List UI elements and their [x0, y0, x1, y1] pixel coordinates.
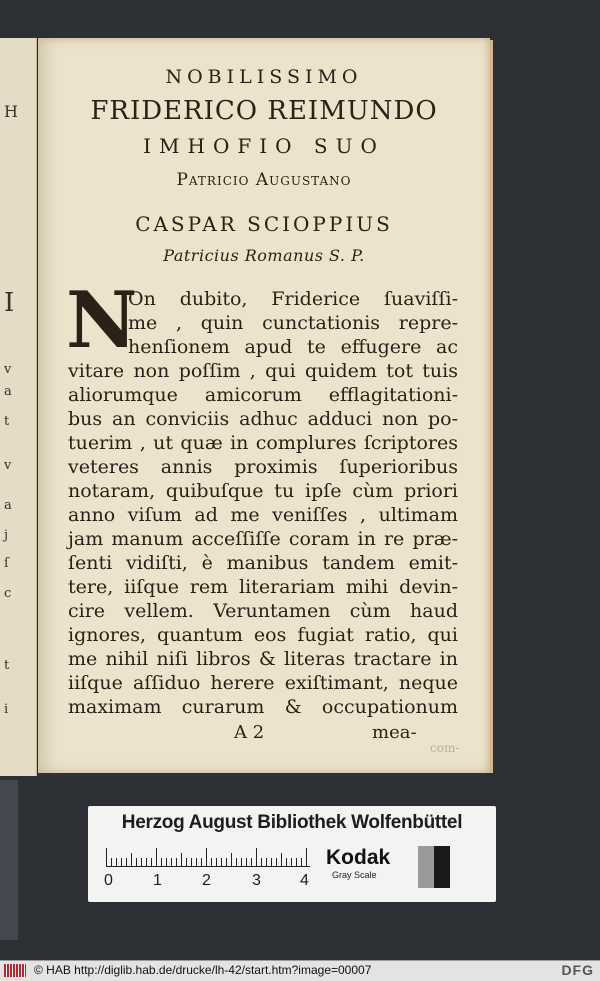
text-line: ignores, quantum eos fugiat ratio, qui [68, 624, 458, 646]
ruler-tick [231, 853, 232, 866]
scale-ruler [106, 846, 310, 867]
catchword: mea- [372, 722, 417, 743]
drop-cap: N [66, 275, 138, 366]
ruler-number: 3 [252, 872, 261, 889]
ruler-tick [191, 858, 192, 866]
ruler-tick [111, 858, 112, 866]
ruler-tick [306, 848, 307, 866]
black-patch [434, 846, 450, 888]
left-fragment: i [4, 702, 9, 717]
ruler-tick [276, 858, 277, 866]
ruler-tick [236, 858, 237, 866]
library-title: Herzog August Bibliothek Wolfenbüttel [121, 812, 463, 833]
heading-line-1: NOBILISSIMO [165, 66, 363, 88]
ruler-tick [181, 853, 182, 866]
book-page [38, 38, 490, 773]
ruler-tick [146, 858, 147, 866]
gray-scale-text: Gray Scale [332, 870, 377, 880]
ruler-tick [296, 858, 297, 866]
text-line: veteres annis proximis ſuperioribus [68, 456, 458, 478]
text-line: bus an conviciis adhuc adduci non po- [68, 408, 458, 430]
left-fragment: a [4, 498, 12, 513]
gray-patch [418, 846, 434, 888]
ruler-tick [286, 858, 287, 866]
ruler-number: 4 [300, 872, 309, 889]
left-fragment: H [4, 102, 18, 121]
copyright-link[interactable]: © HAB http://diglib.hab.de/drucke/lh-42/start.htm?image=00007 [34, 963, 372, 977]
ruler-tick [186, 858, 187, 866]
ruler-number: 2 [202, 872, 211, 889]
ruler-tick [226, 858, 227, 866]
left-fragment: ſ [4, 556, 9, 571]
text-line: anno viſum ad me veniſſes , ultimam [68, 504, 458, 526]
left-fragment: j [4, 528, 9, 543]
left-fragment: v [4, 362, 12, 377]
heading-line-2: FRIDERICO REIMUNDO [90, 96, 438, 126]
left-fragment: t [4, 414, 10, 429]
footer-bar [0, 960, 600, 981]
ruler-tick [116, 858, 117, 866]
ruler-tick [211, 858, 212, 866]
heading-line-3: IMHOFIO SUO [143, 134, 385, 158]
ruler-tick [281, 853, 282, 866]
ruler-tick [261, 858, 262, 866]
ruler-tick [166, 858, 167, 866]
ruler-tick [196, 858, 197, 866]
text-line: tuerim , ut quæ in complures ſcriptores [68, 432, 458, 454]
ruler-tick [131, 853, 132, 866]
text-line: jam manum acceſſiſſe coram in re præ- [68, 528, 458, 550]
left-fragment: a [4, 384, 12, 399]
hab-logo-icon [4, 964, 26, 977]
ruler-tick [151, 858, 152, 866]
text-line: ſenti vidiſti, è manibus tandem emit- [68, 552, 458, 574]
ruler-tick [221, 858, 222, 866]
text-line: aliorumque amicorum efflagitationi- [68, 384, 458, 406]
text-line: iiſque aſſiduo herere exiſtimant, neque [68, 672, 458, 694]
heading-line-4: Patricio Augustano [176, 170, 352, 190]
ruler-tick [136, 858, 137, 866]
signature-mark: A 2 [234, 722, 265, 743]
text-line: maximam curarum & occupationum [68, 696, 458, 718]
ruler-tick [266, 858, 267, 866]
text-line: me nihil niſi libros & literas tractare in [68, 648, 458, 670]
ruler-number: 1 [153, 872, 162, 889]
ruler-tick [201, 858, 202, 866]
text-line: tere, iiſque rem literariam mihi devin- [68, 576, 458, 598]
ruler-tick [171, 858, 172, 866]
dfg-logo: DFG [561, 962, 594, 978]
left-fold-shadow [0, 780, 18, 940]
left-fragment: t [4, 658, 10, 673]
ruler-tick [156, 848, 157, 866]
ruler-tick [216, 858, 217, 866]
ruler-tick [106, 848, 107, 866]
ruler-tick [251, 858, 252, 866]
ruler-tick [176, 858, 177, 866]
ruler-number: 0 [104, 872, 113, 889]
left-fragment: I [4, 288, 15, 318]
ruler-tick [206, 848, 207, 866]
heading-author: CASPAR SCIOPPIUS [135, 212, 393, 236]
kodak-logo: Kodak [326, 846, 391, 869]
ruler-tick [271, 858, 272, 866]
text-line: henſionem apud te effugere ac [128, 336, 458, 358]
text-line: me , quin cunctationis repre- [128, 312, 458, 334]
bleed-through-text: com- [430, 741, 460, 755]
ruler-tick [301, 858, 302, 866]
text-line: notaram, quibuſque tu ipſe cùm priori [68, 480, 458, 502]
text-line: vitare non poſſim , qui quidem tot tuis [68, 360, 458, 382]
ruler-tick [121, 858, 122, 866]
text-line: On dubito, Friderice ſuaviſſi- [128, 288, 458, 310]
ruler-tick [246, 858, 247, 866]
left-page-edge [0, 38, 37, 776]
left-fragment: c [4, 586, 12, 601]
heading-author-title: Patricius Romanus S. P. [163, 246, 365, 265]
library-label [88, 806, 496, 902]
left-fragment: v [4, 458, 12, 473]
text-line: cire vellem. Veruntamen cùm haud [68, 600, 458, 622]
ruler-tick [126, 858, 127, 866]
ruler-tick [241, 858, 242, 866]
ruler-tick [256, 848, 257, 866]
ruler-tick [161, 858, 162, 866]
ruler-tick [291, 858, 292, 866]
ruler-tick [141, 858, 142, 866]
